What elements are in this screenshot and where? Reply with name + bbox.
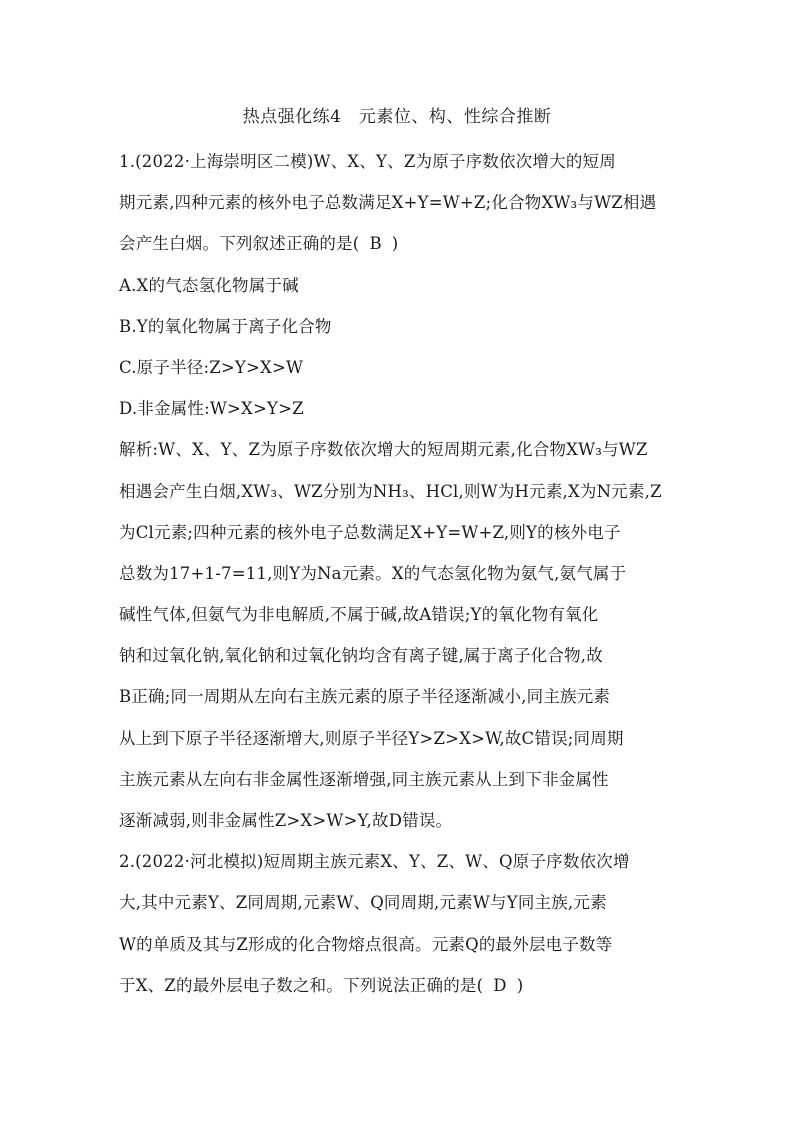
analysis-line-7: B正确;同一周期从左向右主族元素的原子半径逐渐减小,同主族元素: [119, 687, 611, 707]
question-1-option-a: A.X的气态氢化物属于碱: [119, 275, 299, 295]
analysis-line-5: 碱性气体,但氨气为非电解质,不属于碱,故A错误;Y的氧化物有氧化: [119, 605, 599, 625]
question-2-stem-end: 于X、Z的最外层电子数之和。下列说法正确的是(: [119, 975, 484, 995]
question-1-option-c: C.原子半径:Z>Y>X>W: [119, 357, 304, 377]
question-1-line-1: 1.(2022·上海崇明区二模)W、X、Y、Z为原子序数依次增大的短周: [119, 152, 616, 171]
analysis-line-4: 总数为17+1-7=11,则Y为Na元素。X的气态氢化物为氨气,氨气属于: [119, 563, 627, 583]
question-1-option-b: B.Y的氧化物属于离子化合物: [119, 316, 332, 336]
question-1-option-d: D.非金属性:W>X>Y>Z: [119, 399, 304, 419]
analysis-line-6: 钠和过氧化钠,氧化钠和过氧化钠均含有离子键,属于离子化合物,故: [119, 646, 603, 666]
question-1-line-2: 期元素,四种元素的核外电子总数满足X+Y=W+Z;化合物XW₃与WZ相遇: [119, 193, 657, 213]
question-1-answer: B: [369, 234, 382, 254]
analysis-line-8: 从上到下原子半径逐渐增大,则原子半径Y>Z>X>W,故C错误;同周期: [119, 728, 624, 748]
question-2-line-4: [119, 965, 681, 1006]
question-1-stem-end: 会产生白烟。下列叙述正确的是(: [119, 234, 360, 254]
question-2-close-paren: ): [516, 975, 524, 995]
question-2-line-2: 大,其中元素Y、Z同周期,元素W、Q同周期,元素W与Y同主族,元素: [119, 893, 607, 913]
question-1-close-paren: ): [391, 234, 399, 254]
question-1-line-3: [119, 223, 681, 264]
analysis-line-10: 逐渐减弱,则非金属性Z>X>W>Y,故D错误。: [119, 811, 453, 830]
analysis-line-3: 为Cl元素;四种元素的核外电子总数满足X+Y=W+Z,则Y的核外电子: [119, 522, 621, 542]
page-title: 热点强化练4 元素位、构、性综合推断: [242, 107, 552, 127]
document-body: [119, 141, 681, 1006]
question-2-line-1: 2.(2022·河北模拟)短周期主族元素X、Y、Z、W、Q原子序数依次增: [119, 852, 630, 872]
analysis-line-1: 解析:W、X、Y、Z为原子序数依次增大的短周期元素,化合物XW₃与WZ: [119, 440, 648, 460]
analysis-line-9: 主族元素从左向右非金属性逐渐增强,同主族元素从上到下非金属性: [119, 769, 609, 789]
question-2-line-3: W的单质及其与Z形成的化合物熔点很高。元素Q的最外层电子数等: [119, 934, 613, 954]
question-2-answer: D: [493, 975, 507, 995]
analysis-line-2: 相遇会产生白烟,XW₃、WZ分别为NH₃、HCl,则W为H元素,X为N元素,Z: [119, 481, 662, 501]
